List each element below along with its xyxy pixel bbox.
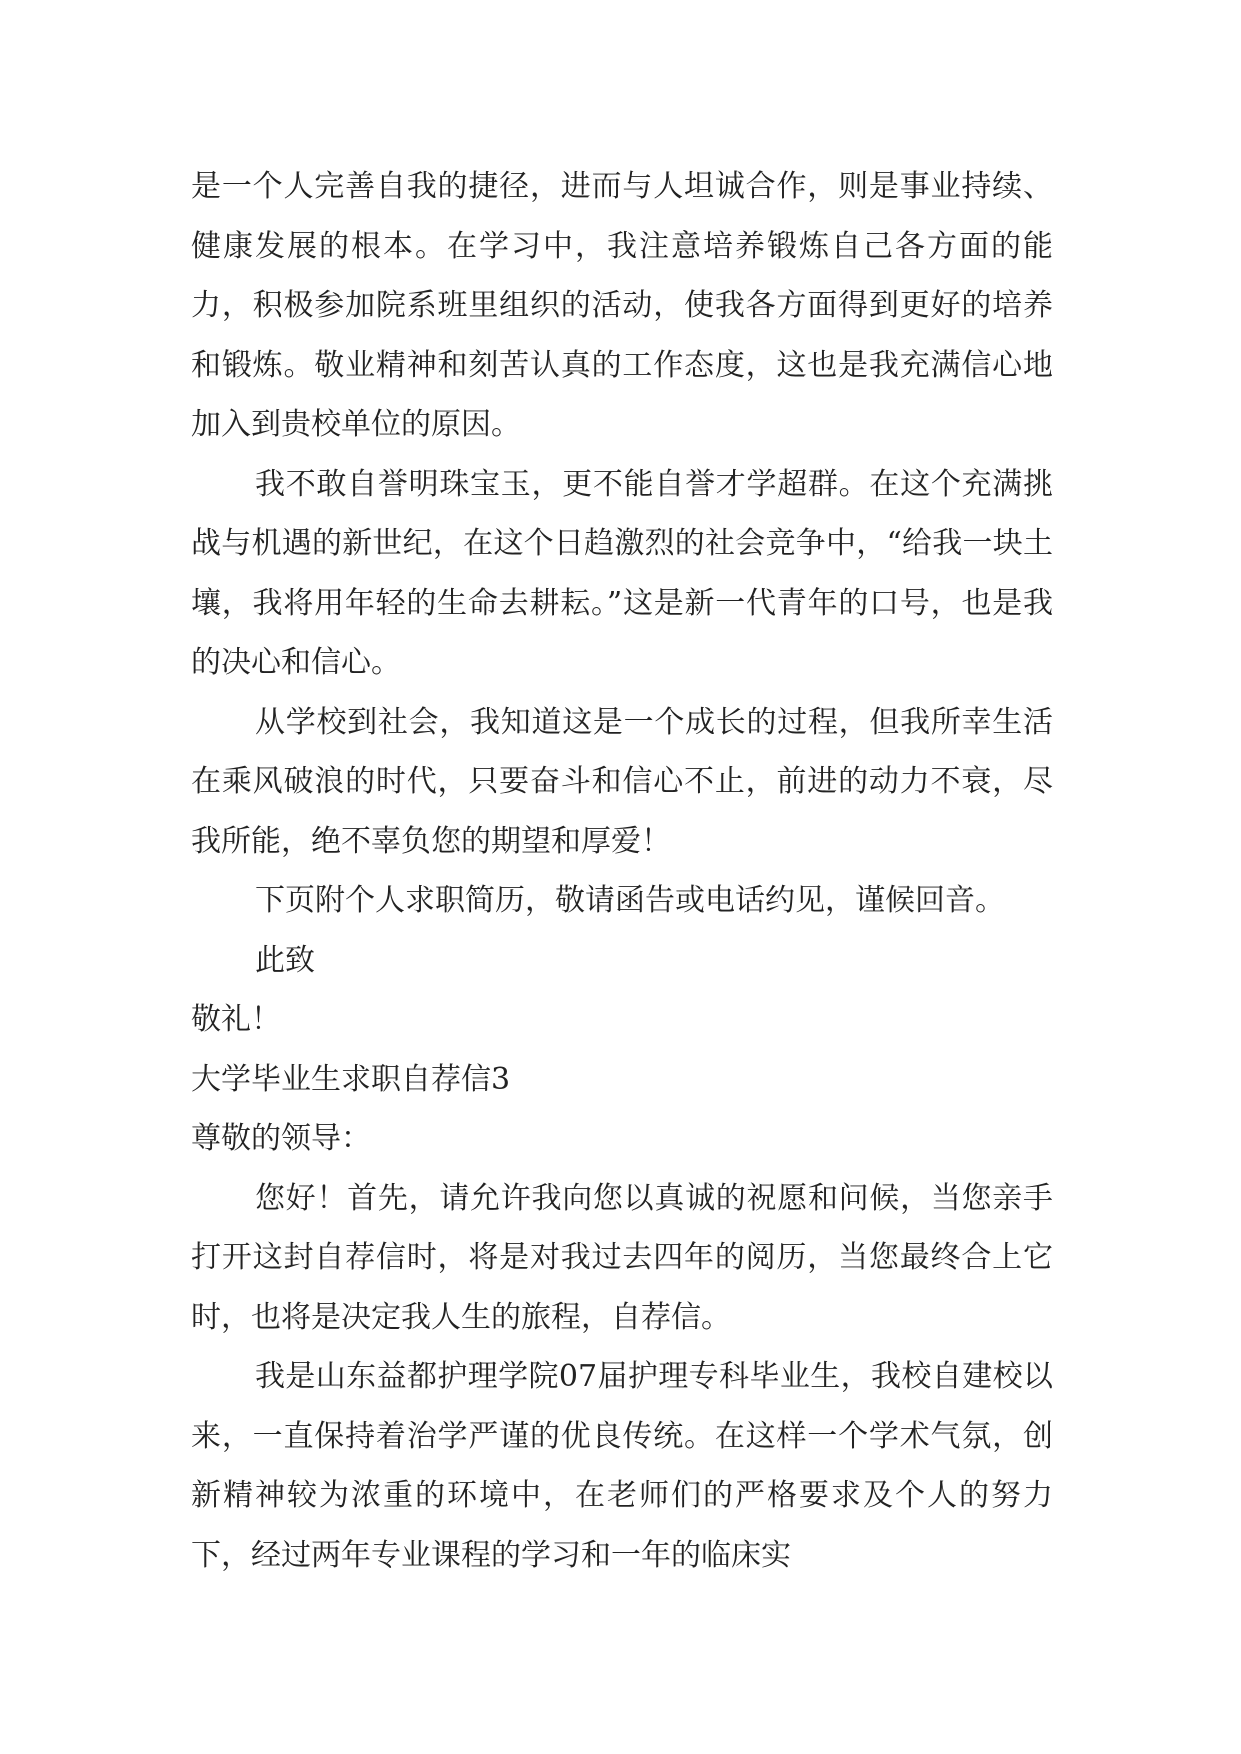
paragraph-self-improvement: 是一个人完善自我的捷径，进而与人坦诚合作，则是事业持续、健康发展的根本。在学习中，我注意培养锻炼自己各方面的能力，积极参加院系班里组织的活动，使我各方面得到更好的培养和锻炼。敬业精神和刻苦认真的工作态度，这也是我充满信心地加入到贵校单位的原因。 [191,169,1053,442]
paragraph-resume-attached: 下页附个人求职简历，敬请函告或电话约见，谨候回音。 [255,883,1005,918]
document-body [191,157,1053,1585]
closing-regards: 敬礼！ [191,1002,281,1037]
letter-greeting: 尊敬的领导： [191,1121,371,1156]
paragraph-modesty: 我不敢自誉明珠宝玉，更不能自誉才学超群。在这个充满挑战与机遇的新世纪，在这个日趋激烈的社会竞争中，“给我一块土壤，我将用年轻的生命去耕耘。”这是新一代青年的口号，也是我的决心和信心。 [191,466,1053,680]
paragraph-introduction: 我是山东益都护理学院07届护理专科毕业生，我校自建校以来，一直保持着治学严谨的优良传统。在这样一个学术气氛，创新精神较为浓重的环境中，在老师们的严格要求及个人的努力下，经过两年专业课程的学习和一年的临床实 [191,1359,1053,1573]
paragraph-opening: 您好！首先，请允许我向您以真诚的祝愿和问候，当您亲手打开这封自荐信时，将是对我过去四年的阅历，当您最终合上它时，也将是决定我人生的旅程，自荐信。 [191,1180,1053,1335]
letter-title: 大学毕业生求职自荐信3 [191,1061,511,1097]
closing-salutation: 此致 [255,942,315,978]
paragraph-school-to-society: 从学校到社会，我知道这是一个成长的过程，但我所幸生活在乘风破浪的时代，只要奋斗和信心不止，前进的动力不衰，尽我所能，绝不辜负您的期望和厚爱！ [191,704,1053,859]
